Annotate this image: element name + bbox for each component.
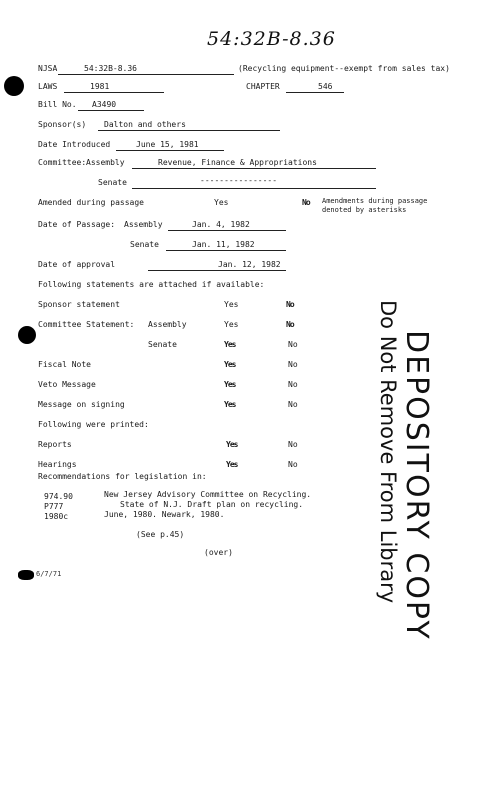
call-number-line: 974.90: [44, 492, 73, 501]
statement-no: No: [288, 400, 298, 409]
passage-senate-label: Senate: [130, 240, 159, 249]
recommendation-line: State of N.J. Draft plan on recycling.: [120, 500, 304, 509]
njsa-label: NJSA: [38, 64, 58, 73]
committee-senate-label: Senate: [98, 178, 127, 187]
amended-note-line1: Amendments during passage: [322, 197, 428, 205]
call-number-line: P777: [44, 502, 64, 511]
over-note: (over): [204, 548, 233, 557]
introduced-label: Date Introduced: [38, 140, 111, 149]
statement-no: No: [288, 340, 298, 349]
chapter-value: 546: [318, 82, 333, 91]
statement-label: Sponsor statement: [38, 300, 120, 309]
amended-note-line2: denoted by asterisks: [322, 206, 407, 214]
bill-label: Bill No.: [38, 100, 77, 109]
footer-code: 6/7/71: [36, 570, 62, 578]
printed-label: Reports: [38, 440, 72, 449]
statement-label: Message on signing: [38, 400, 125, 409]
committee-assembly-label: Assembly: [86, 158, 125, 167]
laws-label: LAWS: [38, 82, 58, 91]
statement-label: Veto Message: [38, 380, 96, 389]
printed-no: No: [288, 460, 298, 469]
chapter-label: CHAPTER: [246, 82, 280, 91]
stamp-main-text: DEPOSITORY COPY: [399, 330, 434, 641]
punch-hole-mark: [18, 570, 34, 580]
printed-yes: Yes: [226, 440, 238, 449]
amended-label: Amended during passage: [38, 198, 144, 207]
committee-assembly-value: Revenue, Finance & Appropriations: [158, 158, 317, 167]
passage-senate-value: Jan. 11, 1982: [192, 240, 255, 249]
sponsor-label: Sponsor(s): [38, 120, 87, 129]
statement-sub: Assembly: [148, 320, 187, 329]
bill-value: A3490: [92, 100, 117, 109]
recommendation-line: New Jersey Advisory Committee on Recycling.: [104, 490, 312, 499]
committee-senate-value: ----------------: [200, 176, 278, 185]
recommendation-line: June, 1980. Newark, 1980.: [104, 510, 225, 519]
depository-stamp: [344, 300, 444, 641]
statement-no: No: [288, 380, 298, 389]
approval-label: Date of approval: [38, 260, 116, 269]
statement-no: No: [286, 320, 294, 329]
amended-no: No: [302, 198, 310, 207]
handwritten-section-number: 54:32B-8.36: [207, 28, 336, 50]
statements-heading: Following statements are attached if available:: [38, 280, 265, 289]
amended-yes: Yes: [214, 198, 229, 207]
call-number-line: 1980c: [44, 512, 69, 521]
statement-yes: Yes: [224, 300, 239, 309]
introduced-value: June 15, 1981: [136, 140, 199, 149]
statement-yes: Yes: [224, 380, 236, 389]
stamp-sub-text: Do Not Remove From Library: [376, 300, 400, 604]
punch-hole-mark: [18, 326, 36, 344]
statement-sub: Senate: [148, 340, 177, 349]
passage-label: Date of Passage:: [38, 220, 116, 229]
passage-assembly-label: Assembly: [124, 220, 163, 229]
statement-label: Fiscal Note: [38, 360, 91, 369]
see-reference: (See p.45): [136, 530, 185, 539]
njsa-value: 54:32B-8.36: [84, 64, 137, 73]
recommendations-heading: Recommendations for legislation in:: [38, 472, 207, 481]
njsa-note: (Recycling equipment--exempt from sales tax): [238, 64, 450, 73]
approval-value: Jan. 12, 1982: [218, 260, 281, 269]
sponsor-value: Dalton and others: [104, 120, 186, 129]
printed-yes: Yes: [226, 460, 238, 469]
statement-yes: Yes: [224, 360, 236, 369]
statement-yes: Yes: [224, 320, 239, 329]
punch-hole-mark: [4, 76, 24, 96]
committee-label: Committee:: [38, 158, 87, 167]
statement-no: No: [288, 360, 298, 369]
passage-assembly-value: Jan. 4, 1982: [192, 220, 250, 229]
printed-no: No: [288, 440, 298, 449]
laws-value: 1981: [90, 82, 110, 91]
statement-label: Committee Statement:: [38, 320, 135, 329]
statement-yes: Yes: [224, 340, 236, 349]
statement-yes: Yes: [224, 400, 236, 409]
statement-no: No: [286, 300, 294, 309]
printed-label: Hearings: [38, 460, 77, 469]
printed-heading: Following were printed:: [38, 420, 149, 429]
